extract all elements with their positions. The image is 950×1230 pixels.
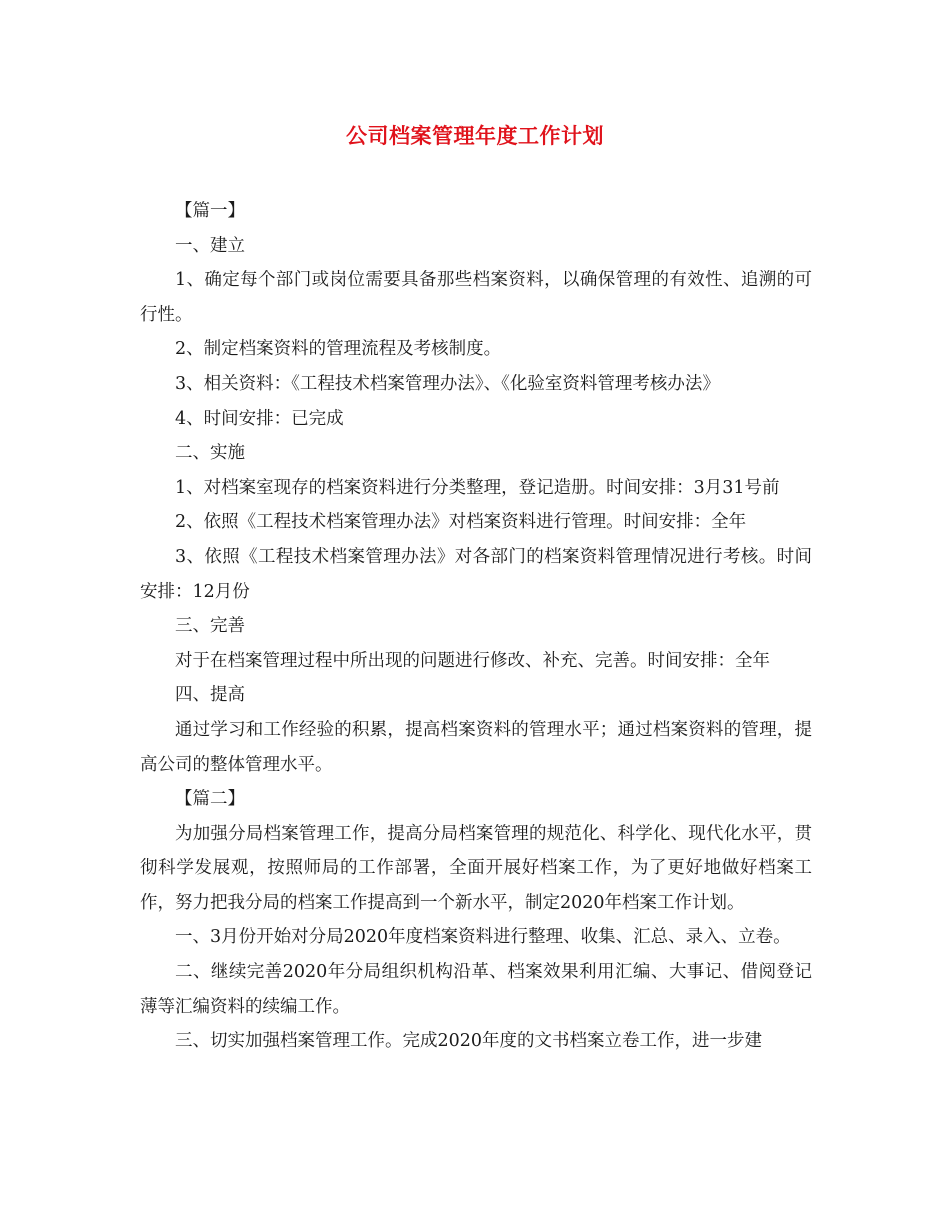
paragraph: 2、制定档案资料的管理流程及考核制度。	[175, 339, 502, 360]
paragraph: 2、依照《工程技术档案管理办法》对档案资料进行管理。时间安排：全年	[175, 512, 747, 533]
paragraph: 二、继续完善2020年分局组织机构沿革、档案效果利用汇编、大事记、借阅登记薄等汇编资料的续编工作。	[140, 962, 812, 1017]
subsection-heading: 一、建立	[175, 235, 245, 256]
document-body	[140, 194, 812, 1059]
paragraph: 3、依照《工程技术档案管理办法》对各部门的档案资料管理情况进行考核。时间安排：12月份	[140, 546, 812, 602]
paragraph: 一、3月份开始对分局2020年度档案资料进行整理、收集、汇总、录入、立卷。	[175, 927, 791, 948]
paragraph: 1、对档案室现存的档案资料进行分类整理，登记造册。时间安排：3月31号前	[175, 477, 780, 498]
section-heading: 【篇二】	[175, 789, 245, 810]
subsection-heading: 四、提高	[175, 685, 245, 706]
subsection-heading: 二、实施	[175, 443, 245, 464]
paragraph: 1、确定每个部门或岗位需要具备那些档案资料，以确保管理的有效性、追溯的可行性。	[140, 270, 812, 325]
subsection-heading: 三、完善	[175, 616, 245, 637]
paragraph: 三、切实加强档案管理工作。完成2020年度的文书档案立卷工作，进一步建	[175, 1031, 763, 1052]
paragraph: 4、时间安排：已完成	[175, 408, 344, 429]
paragraph: 通过学习和工作经验的积累，提高档案资料的管理水平；通过档案资料的管理，提高公司的整体管理水平。	[140, 719, 812, 775]
paragraph: 对于在档案管理过程中所出现的问题进行修改、补充、完善。时间安排：全年	[175, 650, 770, 671]
document-title: 公司档案管理年度工作计划	[346, 124, 604, 148]
paragraph: 为加强分局档案管理工作，提高分局档案管理的规范化、科学化、现代化水平，贯彻科学发展观，按照师局的工作部署，全面开展好档案工作，为了更好地做好档案工作，努力把我分局的档案工作提高到一个新水平，制定2020年档案工作计划。	[140, 823, 812, 913]
paragraph: 3、相关资料：《工程技术档案管理办法》、《化验室资料管理考核办法》	[175, 373, 720, 394]
section-heading: 【篇一】	[175, 201, 245, 221]
